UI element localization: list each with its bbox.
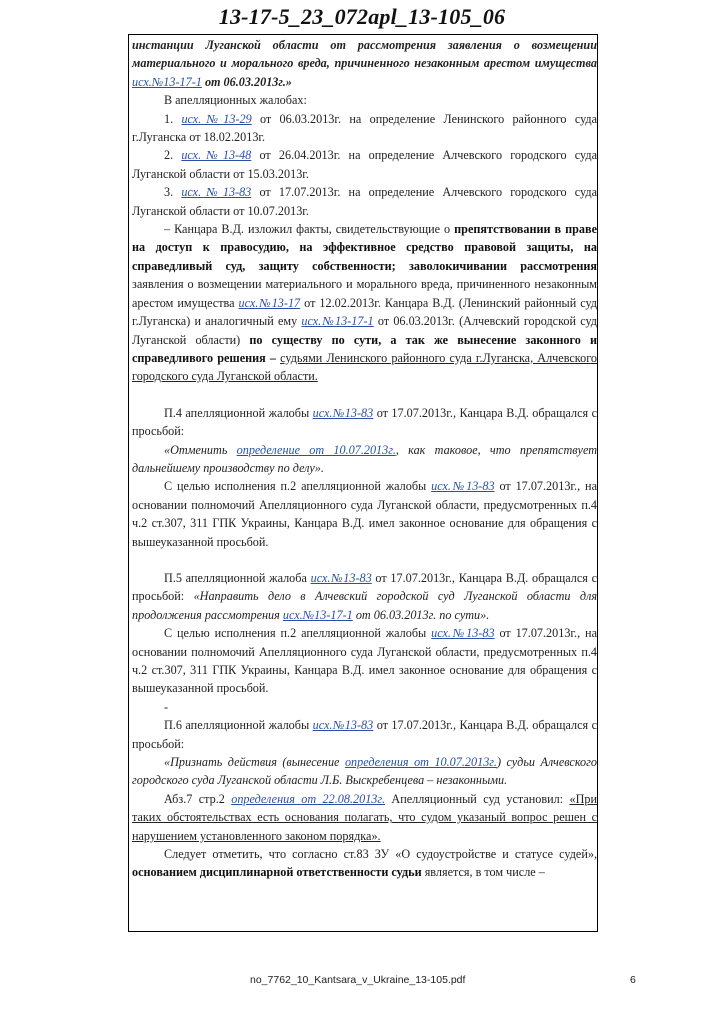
document-link[interactable]: исх.№13-83	[431, 479, 495, 494]
document-link[interactable]: определения от 10.07.2013г.	[344, 755, 497, 770]
paragraph	[132, 790, 597, 845]
text-run: -	[164, 699, 169, 714]
text-run: от 06.03.2013г. (Алчевский городской суд Луганской области)	[132, 314, 597, 347]
text-run: С целью исполнения п.2 апелляционной жалобы	[164, 479, 432, 494]
paragraph	[132, 91, 597, 109]
text-run: ) судьи Алчевского городского суда Луганской области Л.Б. Выскребенцева – незаконными.	[132, 755, 597, 788]
text-run: «Отменить	[164, 442, 237, 457]
document-link[interactable]: исх.№13-83	[181, 185, 252, 200]
paragraph	[132, 753, 597, 790]
paragraph	[132, 220, 597, 386]
paragraph	[132, 73, 597, 91]
paragraph	[132, 845, 597, 882]
document-link[interactable]: исх.№13-17	[238, 295, 301, 310]
document-link[interactable]: определения от 22.08.2013г.	[231, 791, 386, 806]
text-run: Абз.7 стр.2	[164, 791, 232, 806]
text-run: основанием дисциплинарной ответственности судьи	[132, 865, 422, 880]
paragraph	[132, 404, 597, 441]
text-run: судьями Ленинского районного суда г.Луганска, Алчевского городского суда Луганской области.	[132, 350, 597, 384]
paragraph	[132, 569, 597, 624]
paragraph	[132, 698, 597, 716]
text-run: 2.	[164, 148, 182, 163]
text-run: материального и морального вреда, причиненного незаконным арестом имущества	[132, 56, 597, 71]
text-run: по существу по сути, а так же вынесение законного и справедливого решения –	[132, 332, 597, 365]
text-run: от 17.07.2013г., на основании полномочий Апелляционного суда Луганской области, предусмотренных п.4 ч.2 ст.307, 311 ГПК Украины, Канцара В.Д. имел законное основание для обращения с вышеуказанной просьбой.	[132, 479, 597, 549]
document-link[interactable]: исх.№13-83	[431, 626, 495, 641]
paragraph	[132, 183, 597, 220]
page-number: 6	[630, 974, 636, 986]
document-body	[132, 36, 597, 882]
text-run: от 17.07.2013г., Канцара В.Д. обращался с просьбой:	[132, 570, 597, 604]
document-link[interactable]: исх.№13-17-1	[282, 607, 353, 622]
document-link[interactable]: исх.№13-83	[312, 405, 374, 420]
text-run: препятствовании в праве на доступ к правосудию, на эффективное средство правовой защиты, на справедливый суд, защиту собственности; заволокичивании рассмотрения	[132, 222, 597, 273]
document-link[interactable]: исх.№13-83	[310, 570, 372, 585]
text-run: инстанции Луганской области от рассмотрения заявления о возмещении	[132, 38, 597, 52]
text-run: от 17.07.2013г. на определение Алчевского городского суда Луганской области от 10.07.2013г.	[132, 185, 597, 218]
text-run: П.6 апелляционной жалобы	[164, 718, 313, 733]
text-run: В апелляционных жалобах:	[164, 93, 307, 108]
text-run: , как таковое, что препятствует дальнейшему производству по делу».	[132, 442, 598, 475]
text-run: «Направить дело в Алчевский городской суд Луганской области для продолжения рассмотрения	[132, 589, 597, 622]
text-run: – Канцара В.Д. изложил факты, свидетельствующие о	[164, 222, 455, 237]
text-run: П.4 апелляционной жалобы	[164, 405, 313, 420]
text-run: Следует отметить, что согласно ст.83 ЗУ «О судоустройстве и статусе судей»,	[164, 847, 597, 862]
paragraph-gap	[132, 551, 597, 569]
text-run: Апелляционный суд установил:	[385, 791, 570, 806]
paragraph	[132, 110, 597, 147]
footer-filename: no_7762_10_Kantsara_v_Ukraine_13-105.pdf	[250, 974, 466, 986]
text-run: «При таких обстоятельствах есть основания полагать, что судом указаный вопрос решен с нарушением установленного законом порядка».	[132, 791, 597, 843]
text-run: является, в том числе –	[421, 865, 545, 880]
document-link[interactable]: исх.№13-83	[312, 718, 374, 733]
text-run: заявления о возмещении материального и морального вреда, причиненного незаконным арестом имущества	[132, 277, 597, 310]
text-run: «Признать действия (вынесение	[164, 755, 345, 770]
document-title: 13-17-5_23_072apl_13-105_06	[218, 4, 506, 29]
document-link[interactable]: исх.№13-48	[181, 148, 252, 163]
text-run: от 26.04.2013г. на определение Алчевского городского суда Луганской области от 15.03.2013г.	[132, 148, 597, 181]
text-run: от 06.03.2013г. по сути».	[352, 607, 490, 622]
document-link[interactable]: исх.№13-17-1	[132, 74, 202, 89]
paragraph-gap	[132, 386, 597, 404]
paragraph	[132, 54, 597, 72]
text-run: от 12.02.2013г. Канцара В.Д. (Ленинский районный суд г.Луганска) и аналогичный ему	[132, 295, 598, 329]
text-run: 3.	[164, 185, 182, 200]
paragraph	[132, 477, 597, 551]
text-run: 1.	[164, 111, 182, 126]
document-link[interactable]: определение от 10.07.2013г.	[236, 442, 396, 457]
page-frame	[128, 34, 598, 932]
paragraph	[132, 624, 597, 698]
text-run: от 17.07.2013г., на основании полномочий Апелляционного суда Луганской области, предусмотренных п.4 ч.2 ст.307, 311 ГПК Украины, Канцара В.Д. имел законное основание для обращения с вышеуказанной просьбой.	[132, 626, 597, 696]
text-run: от 17.07.2013г., Канцара В.Д. обращался с просьбой:	[132, 405, 597, 439]
paragraph	[132, 146, 597, 183]
text-run: от 06.03.2013г.»	[201, 74, 292, 89]
text-run: от 06.03.2013г. на определение Ленинского районного суда г.Луганска от 18.02.2013г.	[132, 111, 597, 145]
document-link[interactable]: исх.№13-29	[181, 111, 252, 126]
paragraph	[132, 716, 597, 753]
text-run: П.5 апелляционной жалоба	[164, 570, 311, 585]
text-run: от 17.07.2013г., Канцара В.Д. обращался с просьбой:	[132, 718, 597, 751]
text-run: С целью исполнения п.2 апелляционной жалобы	[164, 626, 432, 641]
paragraph	[132, 441, 597, 478]
paragraph	[132, 36, 597, 54]
document-link[interactable]: исх.№13-17-1	[301, 314, 374, 329]
